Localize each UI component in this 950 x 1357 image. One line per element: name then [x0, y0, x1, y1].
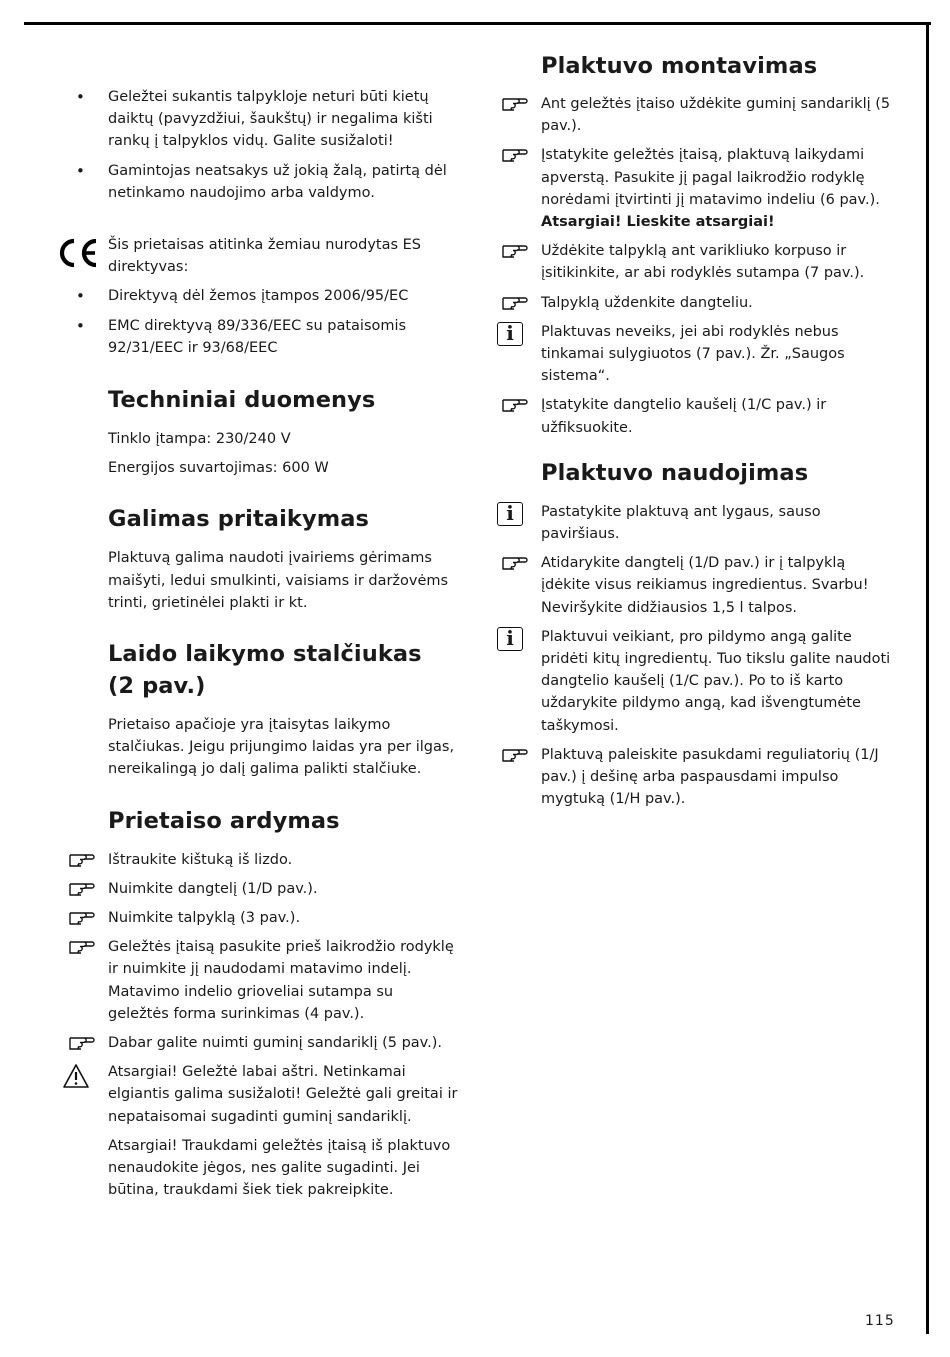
- use-info-2: [506, 625, 891, 737]
- disassembly-step-5-text: Dabar galite nuimti guminį sandariklį (5 pav.).: [108, 1035, 442, 1052]
- pointing-hand-icon: [501, 240, 529, 262]
- pointing-hand-icon: [501, 93, 529, 115]
- heading-usage: Galimas pritaikymas: [108, 506, 370, 533]
- pointing-hand-icon: [501, 292, 529, 314]
- pointing-hand-icon: [68, 878, 96, 900]
- warning-blade: [108, 1061, 458, 1128]
- disassembly-step-4: [108, 936, 458, 1025]
- heading-assembly: Plaktuvo montavimas: [541, 53, 818, 79]
- disassembly-step-1-text: Ištraukite kištuką iš lizdo.: [108, 851, 293, 868]
- info-icon: i: [497, 627, 523, 651]
- warning-force: [108, 1135, 458, 1202]
- pointing-hand-icon: [501, 744, 529, 766]
- heading-cord-storage: [108, 638, 458, 702]
- assembly-step-2-caution: Atsargiai! Lieskite atsargiai!: [541, 214, 775, 231]
- pointing-hand-icon: [68, 936, 96, 958]
- right-column: [506, 50, 891, 817]
- disassembly-step-4-text: Geležtės įtaisą pasukite prieš laikrodžio rodyklę ir nuimkite jį naudodami matavimo indelį. Matavimo indelio grioveliai sutampa su geležtės forma surinkimas (4 pav.).: [108, 939, 454, 1022]
- assembly-step-5-text: Įstatykite dangtelio kaušelį (1/C pav.) ir užfiksuokite.: [541, 397, 827, 436]
- info-icon: i: [497, 502, 523, 526]
- intro-bullet-1: • Geležtei sukantis talpykloje neturi būti kietų daiktų (pavyzdžiui, šaukštų) ir negalima kišti rankų į talpyklos vidų. Galite susižaloti!: [108, 86, 458, 153]
- assembly-step-4: [541, 292, 891, 314]
- warning-blade-text: Atsargiai! Geležtė labai aštri. Netinkamai elgiantis galima susižaloti! Geležtė gali greitai ir nepataisomai sugadinti guminį sandariklį.: [108, 1064, 458, 1125]
- assembly-step-2-text: Įstatykite geležtės įtaisą, plaktuvą laikydami apverstą. Pasukite jį pagal laikrodžio rodyklę norėdami įtvirtinti jį matavimo indeliu (6 pav.).: [541, 147, 880, 208]
- warning-force-text: Atsargiai! Traukdami geležtės įtaisą iš plaktuvo nenaudokite jėgos, nes galite sugadinti. Jei būtina, traukdami šiek tiek pakreipkite.: [108, 1137, 451, 1199]
- assembly-step-5: [541, 394, 891, 438]
- assembly-step-3: [541, 240, 891, 284]
- heading-disassembly: Prietaiso ardymas: [108, 807, 340, 834]
- intro-bullet-2: • Gamintojas neatsakys už jokią žalą, patirtą dėl netinkamo naudojimo arba valdymo.: [108, 160, 458, 204]
- heading-cord-storage-line1: Laido laikymo stalčiukas: [108, 641, 422, 668]
- page-number: 115: [865, 1313, 895, 1329]
- use-step-1-text: Atidarykite dangtelį (1/D pav.) ir į talpyklą įdėkite visus reikiamus ingredientus. Svarbu! Neviršykite didžiausios 1,5 l talpos.: [541, 555, 869, 616]
- assembly-info: [506, 320, 891, 388]
- heading-use: Plaktuvo naudojimas: [541, 459, 809, 486]
- page-frame-top-rule: [24, 22, 931, 25]
- use-step-2-text: Plaktuvą paleiskite pasukdami reguliatorių (1/J pav.) į dešinę arba paspausdami impulso mygtuką (1/H pav.).: [541, 746, 879, 808]
- pointing-hand-icon: [501, 144, 529, 166]
- heading-cord-storage-line2: (2 pav.): [108, 673, 206, 700]
- tech-power: Energijos suvartojimas: 600 W: [108, 460, 329, 477]
- disassembly-step-3-text: Nuimkite talpyklą (3 pav.).: [108, 910, 301, 927]
- use-step-2: [541, 744, 891, 811]
- pointing-hand-icon: [501, 394, 529, 416]
- disassembly-step-2-text: Nuimkite dangtelį (1/D pav.).: [108, 880, 318, 897]
- directive-item-1: • Direktyvą dėl žemos įtampos 2006/95/EC: [108, 285, 458, 307]
- use-info-1-text: Pastatykite plaktuvą ant lygaus, sauso paviršiaus.: [541, 503, 821, 543]
- disassembly-step-5: [108, 1032, 458, 1054]
- cord-text: Prietaiso apačioje yra įtaisytas laikymo stalčiukas. Jeigu prijungimo laidas yra per ilgas, nereikalingą jo dalį galima palikti stalčiuke.: [108, 717, 455, 778]
- use-steps: [506, 500, 891, 811]
- usage-text: Plaktuvą galima naudoti įvairiems gėrimams maišyti, ledui smulkinti, vaisiams ir daržovėms trinti, grietinėlei plakti ir kt.: [108, 550, 449, 611]
- page-frame-right-rule: [926, 22, 929, 1334]
- ce-statement-text: Šis prietaisas atitinka žemiau nurodytas ES direktyvas:: [108, 237, 422, 276]
- pointing-hand-icon: [501, 552, 529, 574]
- heading-technical-data: Techniniai duomenys: [108, 387, 376, 414]
- assembly-step-4-text: Talpyklą uždenkite dangteliu.: [541, 294, 753, 311]
- assembly-step-1: [541, 93, 891, 137]
- assembly-steps: [506, 93, 891, 439]
- ce-statement: [108, 234, 458, 278]
- use-info-2-text: Plaktuvui veikiant, pro pildymo angą galite pridėti kitų ingredientų. Tuo tikslu galite naudoti dangtelio kaušelį (1/C pav.). Po to iš karto uždarykite pildymo angą, kad išvengtumėte taškymosi.: [541, 628, 891, 734]
- disassembly-step-1: [108, 849, 458, 871]
- ce-mark-icon: [54, 236, 100, 270]
- left-column: [108, 86, 458, 1209]
- assembly-step-2: [541, 144, 891, 233]
- pointing-hand-icon: [68, 1032, 96, 1054]
- assembly-step-1-text: Ant geležtės įtaiso uždėkite guminį sandariklį (5 pav.).: [541, 96, 891, 135]
- info-icon: i: [497, 322, 523, 346]
- pointing-hand-icon: [68, 849, 96, 871]
- disassembly-step-2: [108, 878, 458, 900]
- pointing-hand-icon: [68, 907, 96, 929]
- tech-voltage: Tinklo įtampa: 230/240 V: [108, 431, 291, 448]
- assembly-step-3-text: Uždėkite talpyklą ant varikliuko korpuso ir įsitikinkite, ar abi rodyklės sutampa (7 pav.).: [541, 243, 865, 282]
- use-info-1: [506, 500, 891, 545]
- disassembly-steps: [108, 849, 458, 1202]
- warning-triangle-icon: [62, 1063, 90, 1089]
- directive-item-2: • EMC direktyvą 89/336/EEC su pataisomis 92/31/EEC ir 93/68/EEC: [108, 315, 458, 359]
- use-step-1: [541, 552, 891, 619]
- assembly-info-text: Plaktuvas neveiks, jei abi rodyklės nebus tinkamai sulygiuotos (7 pav.). Žr. „Saugos sistema“.: [541, 323, 845, 385]
- disassembly-step-3: [108, 907, 458, 929]
